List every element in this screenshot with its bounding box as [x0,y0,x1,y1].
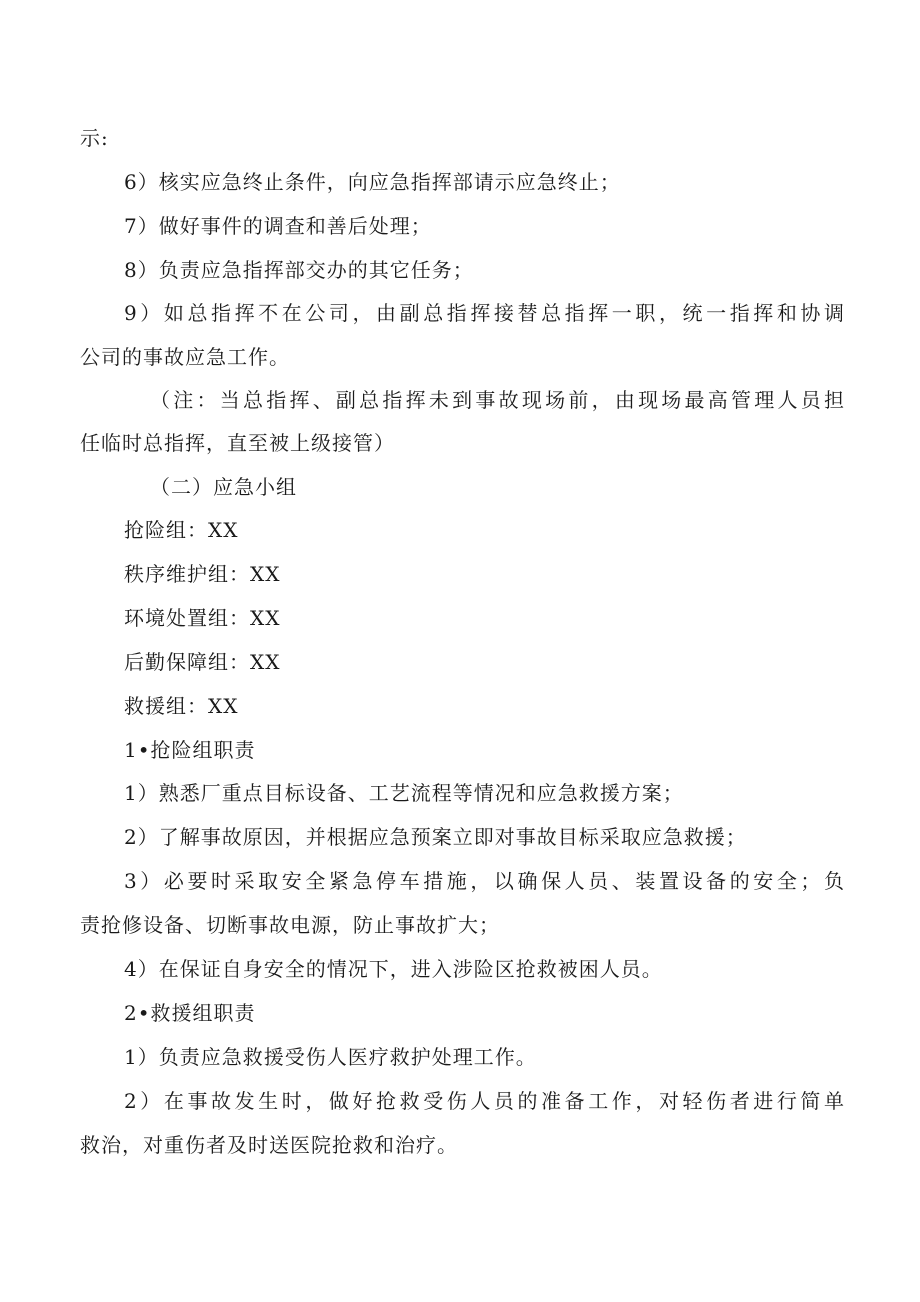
section-heading: 1•抢险组职责 [124,738,256,762]
text-line: 救治，对重伤者及时送医院抢救和治疗。 [80,1133,458,1157]
text-line: 公司的事故应急工作。 [80,345,290,369]
text-line: 示: [80,126,109,150]
text-line: 任临时总指挥，直至被上级接管） [80,431,395,455]
text-line: 9）如总指挥不在公司，由副总指挥接替总指挥一职，统一指挥和协调 [124,301,845,325]
text-line: 7）做好事件的调查和善后处理； [124,214,432,238]
text-line: 责抢修设备、切断事故电源，防止事故扩大； [80,913,500,937]
text-line: 秩序维护组：XX [124,562,281,586]
text-line: 环境处置组：XX [124,606,281,630]
text-line: 2）在事故发生时，做好抢救受伤人员的准备工作，对轻伤者进行简单 [124,1089,845,1113]
section-heading: （二）应急小组 [150,475,297,499]
text-line: 1）熟悉厂重点目标设备、工艺流程等情况和应急救援方案； [124,781,684,805]
text-line: 后勤保障组：XX [124,650,281,674]
text-line: 3）必要时采取安全紧急停车措施，以确保人员、装置设备的安全；负 [124,869,845,893]
text-line: 4）在保证自身安全的情况下，进入涉险区抢救被困人员。 [124,957,663,981]
text-line: 6）核实应急终止条件，向应急指挥部请示应急终止； [124,170,621,194]
text-line: 救援组：XX [124,694,239,718]
text-line: 抢险组：XX [124,518,239,542]
text-line: （注：当总指挥、副总指挥未到事故现场前，由现场最高管理人员担 [150,388,845,412]
text-line: 2）了解事故原因，并根据应急预案立即对事故目标采取应急救援； [124,825,747,849]
section-heading: 2•救援组职责 [124,1001,256,1025]
text-line: 8）负责应急指挥部交办的其它任务； [124,258,474,282]
text-line: 1）负责应急救援受伤人医疗救护处理工作。 [124,1045,537,1069]
